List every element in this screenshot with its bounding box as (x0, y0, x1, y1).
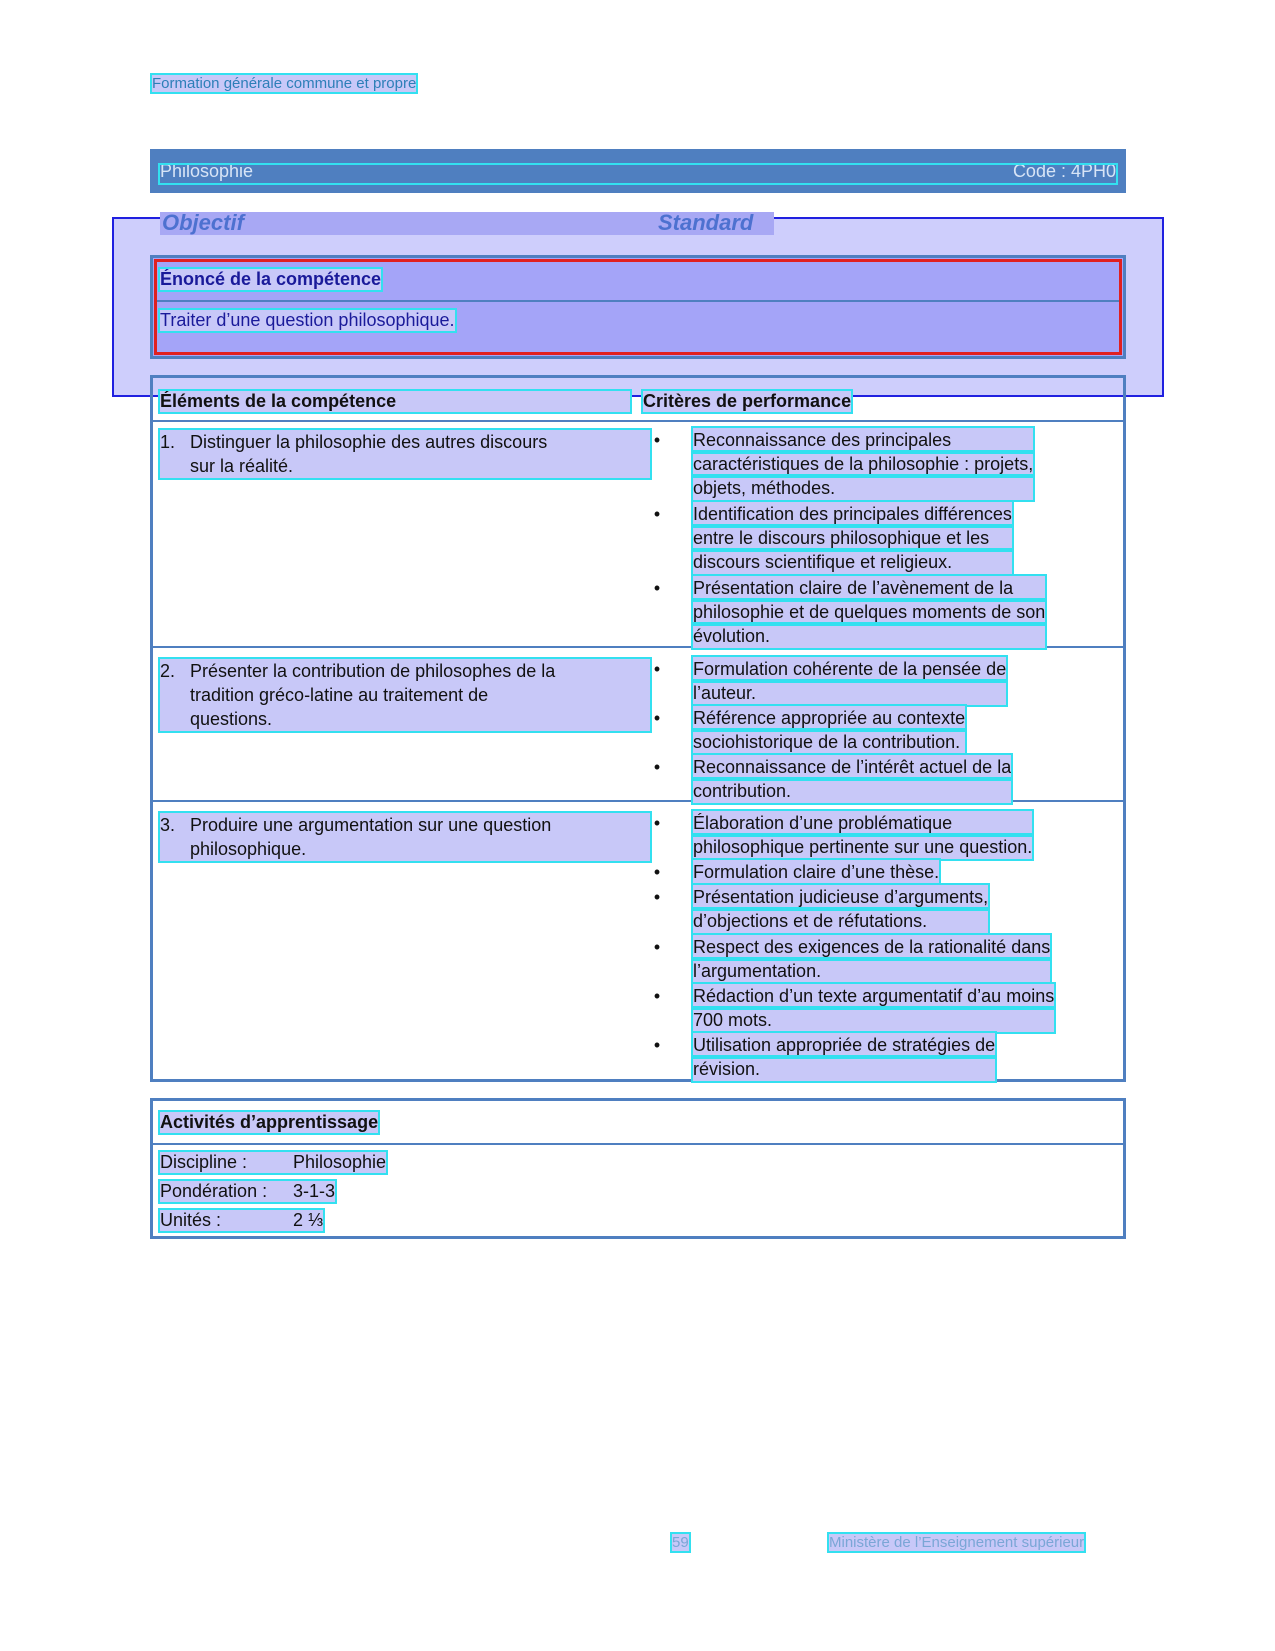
criterion-line: l’argumentation. (693, 959, 1050, 983)
criterion-line: Formulation cohérente de la pensée de (693, 659, 1007, 679)
bullet-icon: • (653, 937, 661, 957)
course-code: Code : 4PH0 (1012, 160, 1116, 181)
criterion (653, 1033, 996, 1081)
criterion-line: Identification des principales différences (693, 504, 1012, 524)
discipline-label: Discipline : (160, 1152, 248, 1172)
criterion (653, 860, 940, 884)
criterion-line: discours scientifique et religieux. (693, 550, 1012, 574)
criterion-line: philosophie et de quelques moments de son (693, 602, 1046, 622)
element-text: Produire une argumentation sur une question (190, 815, 552, 835)
criterion-line: Formulation claire d’une thèse. (693, 862, 940, 882)
criterion (653, 811, 1033, 859)
criterion-line: Utilisation appropriée de stratégies de (693, 1035, 996, 1055)
element-text: questions. (190, 709, 273, 729)
element-number: 3. (160, 815, 176, 835)
unites-label: Unités : (160, 1210, 222, 1230)
criterion-line: Référence appropriée au contexte (693, 708, 966, 728)
objectif-label: Objectif (162, 210, 244, 235)
objective-standard-row (160, 212, 774, 235)
criterion (653, 885, 989, 933)
criterion-line: objets, méthodes. (693, 476, 1033, 500)
ponderation-row (160, 1181, 335, 1202)
criterion-line: sociohistorique de la contribution. (693, 730, 965, 754)
bullet-icon: • (653, 986, 661, 1006)
activities-title: Activités d’apprentissage (160, 1112, 379, 1132)
divider (153, 1143, 1123, 1145)
bullet-icon: • (653, 757, 661, 777)
criterion-line: Présentation judicieuse d’arguments, (693, 887, 989, 907)
criterion-line: Présentation claire de l’avènement de la (693, 576, 1045, 600)
criterion (653, 576, 1046, 648)
criterion-line: caractéristiques de la philosophie : projets, (693, 454, 1034, 474)
bullet-icon: • (653, 708, 661, 728)
element-2 (160, 659, 650, 731)
criterion (653, 935, 1051, 983)
col-header-criteria: Critères de performance (643, 391, 852, 411)
criterion (653, 706, 966, 754)
enonce-text: Traiter d’une question philosophique. (160, 310, 455, 330)
element-text: Présenter la contribution de philosophes de la (190, 661, 556, 681)
element-text: sur la réalité. (190, 456, 294, 476)
bullet-icon: • (653, 504, 661, 524)
element-number: 2. (160, 661, 176, 681)
bullet-icon: • (653, 862, 661, 882)
standard-label: Standard (658, 210, 754, 235)
criterion-line: philosophique pertinente sur une question. (693, 837, 1033, 857)
criterion-line: Rédaction d’un texte argumentatif d’au moins (693, 986, 1055, 1006)
bullet-icon: • (653, 1035, 661, 1055)
criterion (653, 984, 1055, 1032)
bullet-icon: • (653, 578, 661, 598)
criterion-line: contribution. (693, 779, 1011, 803)
bullet-icon: • (653, 430, 661, 450)
element-text: tradition gréco-latine au traitement de (190, 685, 489, 705)
criterion (653, 428, 1034, 500)
course-name: Philosophie (160, 160, 254, 181)
title-row-highlight (160, 165, 1116, 183)
element-text: Distinguer la philosophie des autres discours (190, 432, 548, 452)
unites-row (160, 1210, 323, 1231)
criterion-line: Reconnaissance de l’intérêt actuel de la (693, 757, 1012, 777)
criterion (653, 755, 1012, 803)
criterion (653, 502, 1012, 574)
criterion-line: entre le discours philosophique et les (693, 526, 1012, 550)
discipline-value: Philosophie (293, 1152, 387, 1172)
element-number: 1. (160, 432, 176, 452)
col-header-elements: Éléments de la compétence (160, 391, 630, 412)
criterion-line: Élaboration d’une problématique (693, 811, 1032, 835)
divider (153, 420, 1123, 422)
page-number: 59 (672, 1534, 689, 1551)
criterion-line: 700 mots. (693, 1008, 1054, 1032)
element-text: philosophique. (190, 839, 307, 859)
discipline-row (160, 1152, 386, 1173)
enonce-title: Énoncé de la compétence (160, 269, 382, 289)
ponderation-value: 3-1-3 (293, 1181, 336, 1201)
criterion-line: révision. (693, 1057, 995, 1081)
bullet-icon: • (653, 887, 661, 907)
criterion-line: Respect des exigences de la rationalité dans (693, 937, 1051, 957)
criterion (653, 657, 1007, 705)
footer-ministry: Ministère de l’Enseignement supérieur (829, 1534, 1085, 1551)
unites-value: 2 ⅓ (293, 1210, 324, 1230)
bullet-icon: • (653, 659, 661, 679)
ponderation-label: Pondération : (160, 1181, 268, 1201)
divider (157, 300, 1119, 302)
criterion-line: évolution. (693, 624, 1045, 648)
element-3 (160, 813, 650, 861)
criterion-line: Reconnaissance des principales (693, 428, 1033, 452)
criterion-line: l’auteur. (693, 681, 1006, 705)
criterion-line: d’objections et de réfutations. (693, 909, 988, 933)
bullet-icon: • (653, 813, 661, 833)
element-1 (160, 430, 650, 478)
running-header: Formation générale commune et propre (152, 75, 417, 92)
